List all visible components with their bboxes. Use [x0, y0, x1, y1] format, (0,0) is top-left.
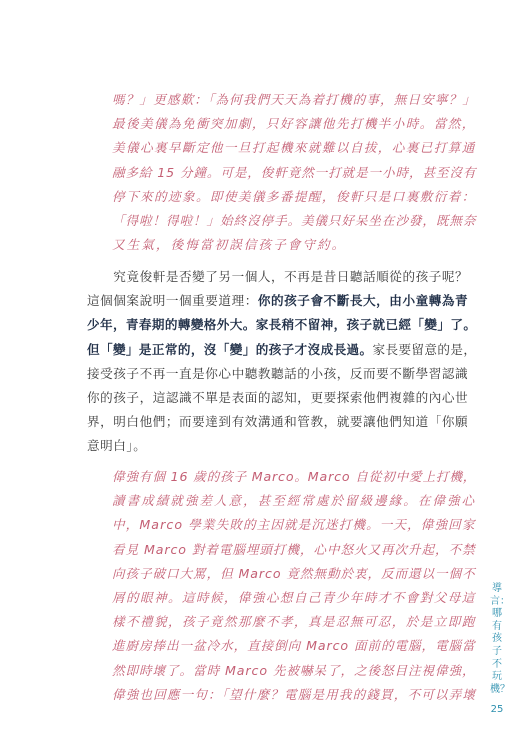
body-text: 你的孩子，這認識不單是表面的認知，更要探索他們複雜的內心世: [87, 390, 469, 405]
quote1-line: 「得啦！得啦！」始終沒停手。美儀只好呆坐在沙發，既無奈: [112, 213, 477, 228]
body-line: [87, 411, 468, 433]
chapter-sidebar-label: 導言：哪有孩子不玩機？: [490, 583, 510, 695]
quote1-line: 融多給 15 分鐘。可是，俊軒竟然一打就是一小時，甚至沒有: [112, 164, 477, 180]
quote2-line: 樣不禮貌，孩子竟然那麼不孝，真是忍無可忍，於是立即跑: [112, 614, 476, 630]
emphasis-text: 少年，青春期的轉變格外大。家長稍不留神，孩子就已經「變」了。: [87, 317, 477, 333]
quote2-line: 看見 Marco 對着電腦埋頭打機，心中怒火又再次升起，不禁: [112, 541, 476, 557]
body-line: [87, 339, 476, 361]
body-text: 究竟俊軒是否變了另一個人，不再是昔日聽話順從的孩子呢？: [87, 269, 469, 284]
body-text: 界，明白他們；而要達到有效溝通和管教，就要讓他們知道「你願: [87, 414, 469, 430]
quote2-line: 屑的眼神。這時候，偉強心想自己青少年時才不會對父母這: [112, 590, 476, 605]
page-number: 25: [490, 704, 504, 715]
emphasis-text: 但「變」是正常的，沒「變」的孩子才沒成長過。: [87, 341, 373, 357]
body-line: [87, 387, 468, 409]
body-line: [87, 435, 146, 457]
emphasis-text: 你的孩子會不斷長大，由小童轉為青: [257, 293, 469, 309]
quote2-line: 向孩子破口大罵，但 Marco 竟然無動於衷，反而還以一個不: [112, 565, 476, 581]
quote2-line: 讀書成績就強差人意，甚至經常處於留級邊緣。在偉強心: [112, 493, 477, 509]
body-line: [87, 363, 468, 385]
quote2-line: 偉強也回應一句：「望什麼？電腦是用我的錢買，不可以弄壞: [112, 686, 477, 702]
body-text: 家長要留意的是，: [372, 341, 477, 357]
quote1-line: 最後美儀為免衝突加劇，只好容讓他先打機半小時。當然，: [112, 116, 476, 132]
body-line: [87, 290, 468, 312]
quote2-line: 進廚房捧出一盆冷水，直接倒向 Marco 面前的電腦，電腦當: [112, 638, 476, 654]
body-line: [87, 314, 476, 336]
body-text: 這個個案說明一個重要道理：: [87, 293, 258, 309]
quote2-line: 偉強有個 16 歲的孩子 Marco。Marco 自從初中愛上打機，: [112, 469, 477, 484]
body-text: 接受孩子不再一直是你心中聽教聽話的小孩，反而要不斷學習認識: [87, 365, 469, 381]
body-line: [87, 266, 468, 288]
quote1-line: 停下來的迹象。即使美儀多番提醒，俊軒只是口裏敷衍着：: [112, 188, 476, 204]
quote1-line: 美儀心裏早斷定他一旦打起機來就難以自拔，心裏已打算通: [112, 140, 476, 156]
quote1-line: 又生氣，後悔當初誤信孩子會守約。: [112, 237, 347, 253]
quote2-line: 中，Marco 學業失敗的主因就是沉迷打機。一天，偉強回家: [112, 517, 476, 533]
quote2-line: 然即時壞了。當時 Marco 先被嚇呆了，之後怒目注視偉強，: [112, 662, 476, 678]
quote1-line: 嗎？」更感歎：「為何我們天天為着打機的事，無日安寧？」: [112, 92, 477, 107]
body-text: 意明白」。: [87, 438, 147, 454]
